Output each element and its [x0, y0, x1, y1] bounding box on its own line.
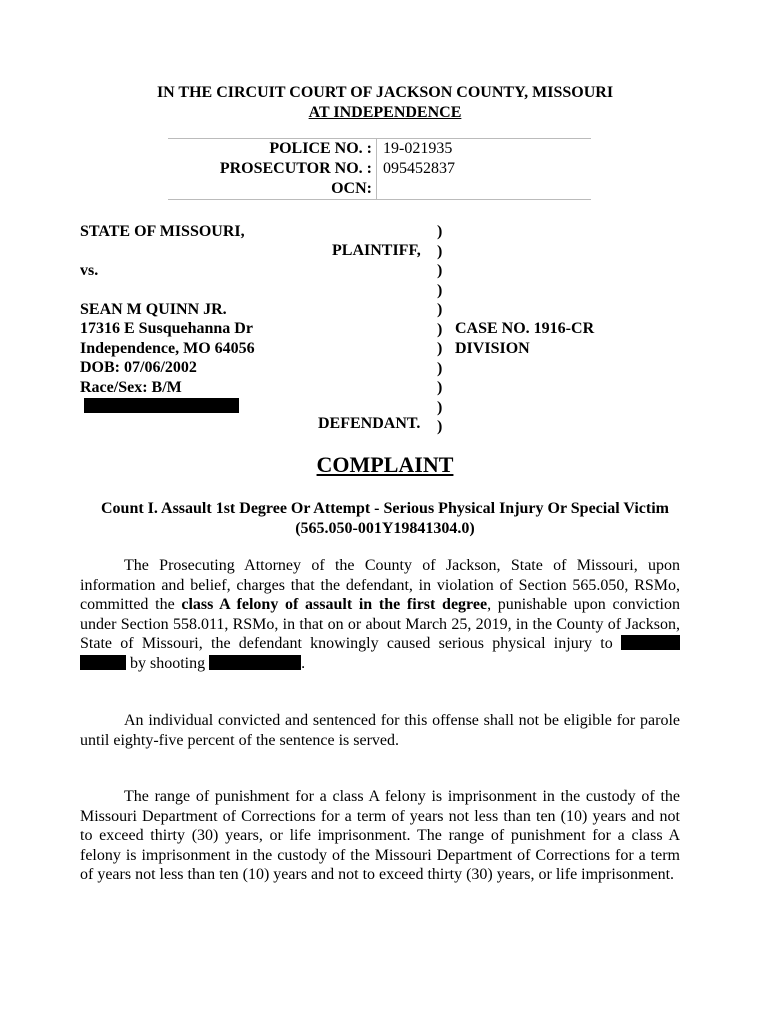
defendant-race-sex: Race/Sex: B/M	[80, 379, 182, 396]
punishment-line: to exceed thirty (30) years, or life imprisonment. The range of punishment for a class A	[80, 827, 680, 844]
caption-paren: )	[437, 301, 443, 318]
caption-paren: )	[437, 262, 443, 279]
count-title: Count I. Assault 1st Degree Or Attempt - Serious Physical Injury Or Special Victim	[101, 500, 669, 517]
plaintiff-role: PLAINTIFF,	[332, 242, 421, 259]
police-no-label: POLICE NO. :	[168, 139, 377, 160]
parole-line: until eighty-five percent of the sentence is served.	[80, 731, 399, 749]
redaction-bar	[84, 398, 239, 413]
versus-label: vs.	[80, 262, 99, 279]
redaction-bar	[80, 655, 126, 670]
case-number: CASE NO. 1916-CR	[455, 320, 595, 337]
identifier-table	[168, 138, 591, 200]
redaction-bar	[621, 635, 680, 650]
defendant-address-street: 17316 E Susquehanna Dr	[80, 320, 253, 337]
defendant-name: SEAN M QUINN JR.	[80, 301, 227, 318]
ocn-label: OCN:	[168, 179, 377, 200]
police-no-value: 19-021935	[377, 139, 592, 160]
count-heading	[0, 499, 770, 538]
charge-line: committed the	[80, 596, 182, 613]
parole-paragraph	[80, 711, 680, 750]
punishment-line: felony is imprisonment in the custody of the Missouri Department of Corrections for a term	[80, 846, 680, 864]
charge-line: by shooting	[130, 654, 206, 672]
defendant-role: DEFENDANT.	[318, 415, 421, 432]
court-location: AT INDEPENDENCE	[308, 104, 462, 121]
identifier-row-police	[168, 139, 591, 160]
ocn-value	[377, 179, 592, 200]
punishment-paragraph	[80, 787, 680, 885]
court-name: IN THE CIRCUIT COURT OF JACKSON COUNTY, MISSOURI	[156, 84, 614, 101]
charge-line: information and belief, charges that the defendant, in violation of Section 565.050, RSMo,	[80, 576, 680, 594]
prosecutor-no-value: 095452837	[383, 160, 455, 177]
caption-paren-column	[437, 222, 442, 437]
punishment-line: Missouri Department of Corrections for a term of years not less than ten (10) years and not	[80, 807, 680, 825]
caption-paren: )	[437, 223, 443, 240]
caption-paren: )	[437, 242, 443, 260]
punishment-line: of years not less than ten (10) years and not to exceed thirty (30) years, or life imprisonment.	[80, 866, 675, 883]
identifier-row-ocn	[168, 179, 591, 200]
charge-line: , punishable upon conviction	[487, 596, 681, 613]
plaintiff-name: STATE OF MISSOURI,	[80, 223, 245, 240]
caption-paren: )	[437, 281, 443, 299]
count-code: (565.050-001Y19841304.0)	[295, 519, 475, 537]
caption-paren: )	[437, 379, 443, 396]
redaction-bar	[209, 655, 301, 670]
caption-paren: )	[437, 320, 443, 338]
defendant-dob: DOB: 07/06/2002	[80, 359, 197, 376]
document-title: COMPLAINT	[316, 452, 454, 477]
caption-paren: )	[437, 340, 443, 357]
charge-line: The Prosecuting Attorney of the County of Jackson, State of Missouri, upon	[124, 557, 680, 574]
charge-class: class A felony of assault in the first degree	[181, 596, 488, 613]
charge-line: State of Missouri, the defendant knowingly caused serious physical injury to	[80, 635, 613, 652]
charge-line: .	[301, 654, 306, 672]
identifier-row-prosecutor	[168, 159, 591, 179]
prosecutor-no-label: PROSECUTOR NO. :	[168, 159, 377, 179]
parole-line: An individual convicted and sentenced for this offense shall not be eligible for parole	[124, 712, 680, 729]
caption-paren: )	[437, 359, 443, 377]
caption-paren: )	[437, 398, 443, 416]
charge-line: under Section 558.011, RSMo, in that on or about March 25, 2019, in the County of Jackson,	[80, 615, 680, 633]
defendant-address-city: Independence, MO 64056	[80, 340, 255, 357]
punishment-line: The range of punishment for a class A felony is imprisonment in the custody of the	[124, 788, 680, 805]
charge-paragraph	[80, 556, 680, 673]
caption-paren: )	[437, 418, 443, 435]
division-label: DIVISION	[455, 340, 530, 357]
